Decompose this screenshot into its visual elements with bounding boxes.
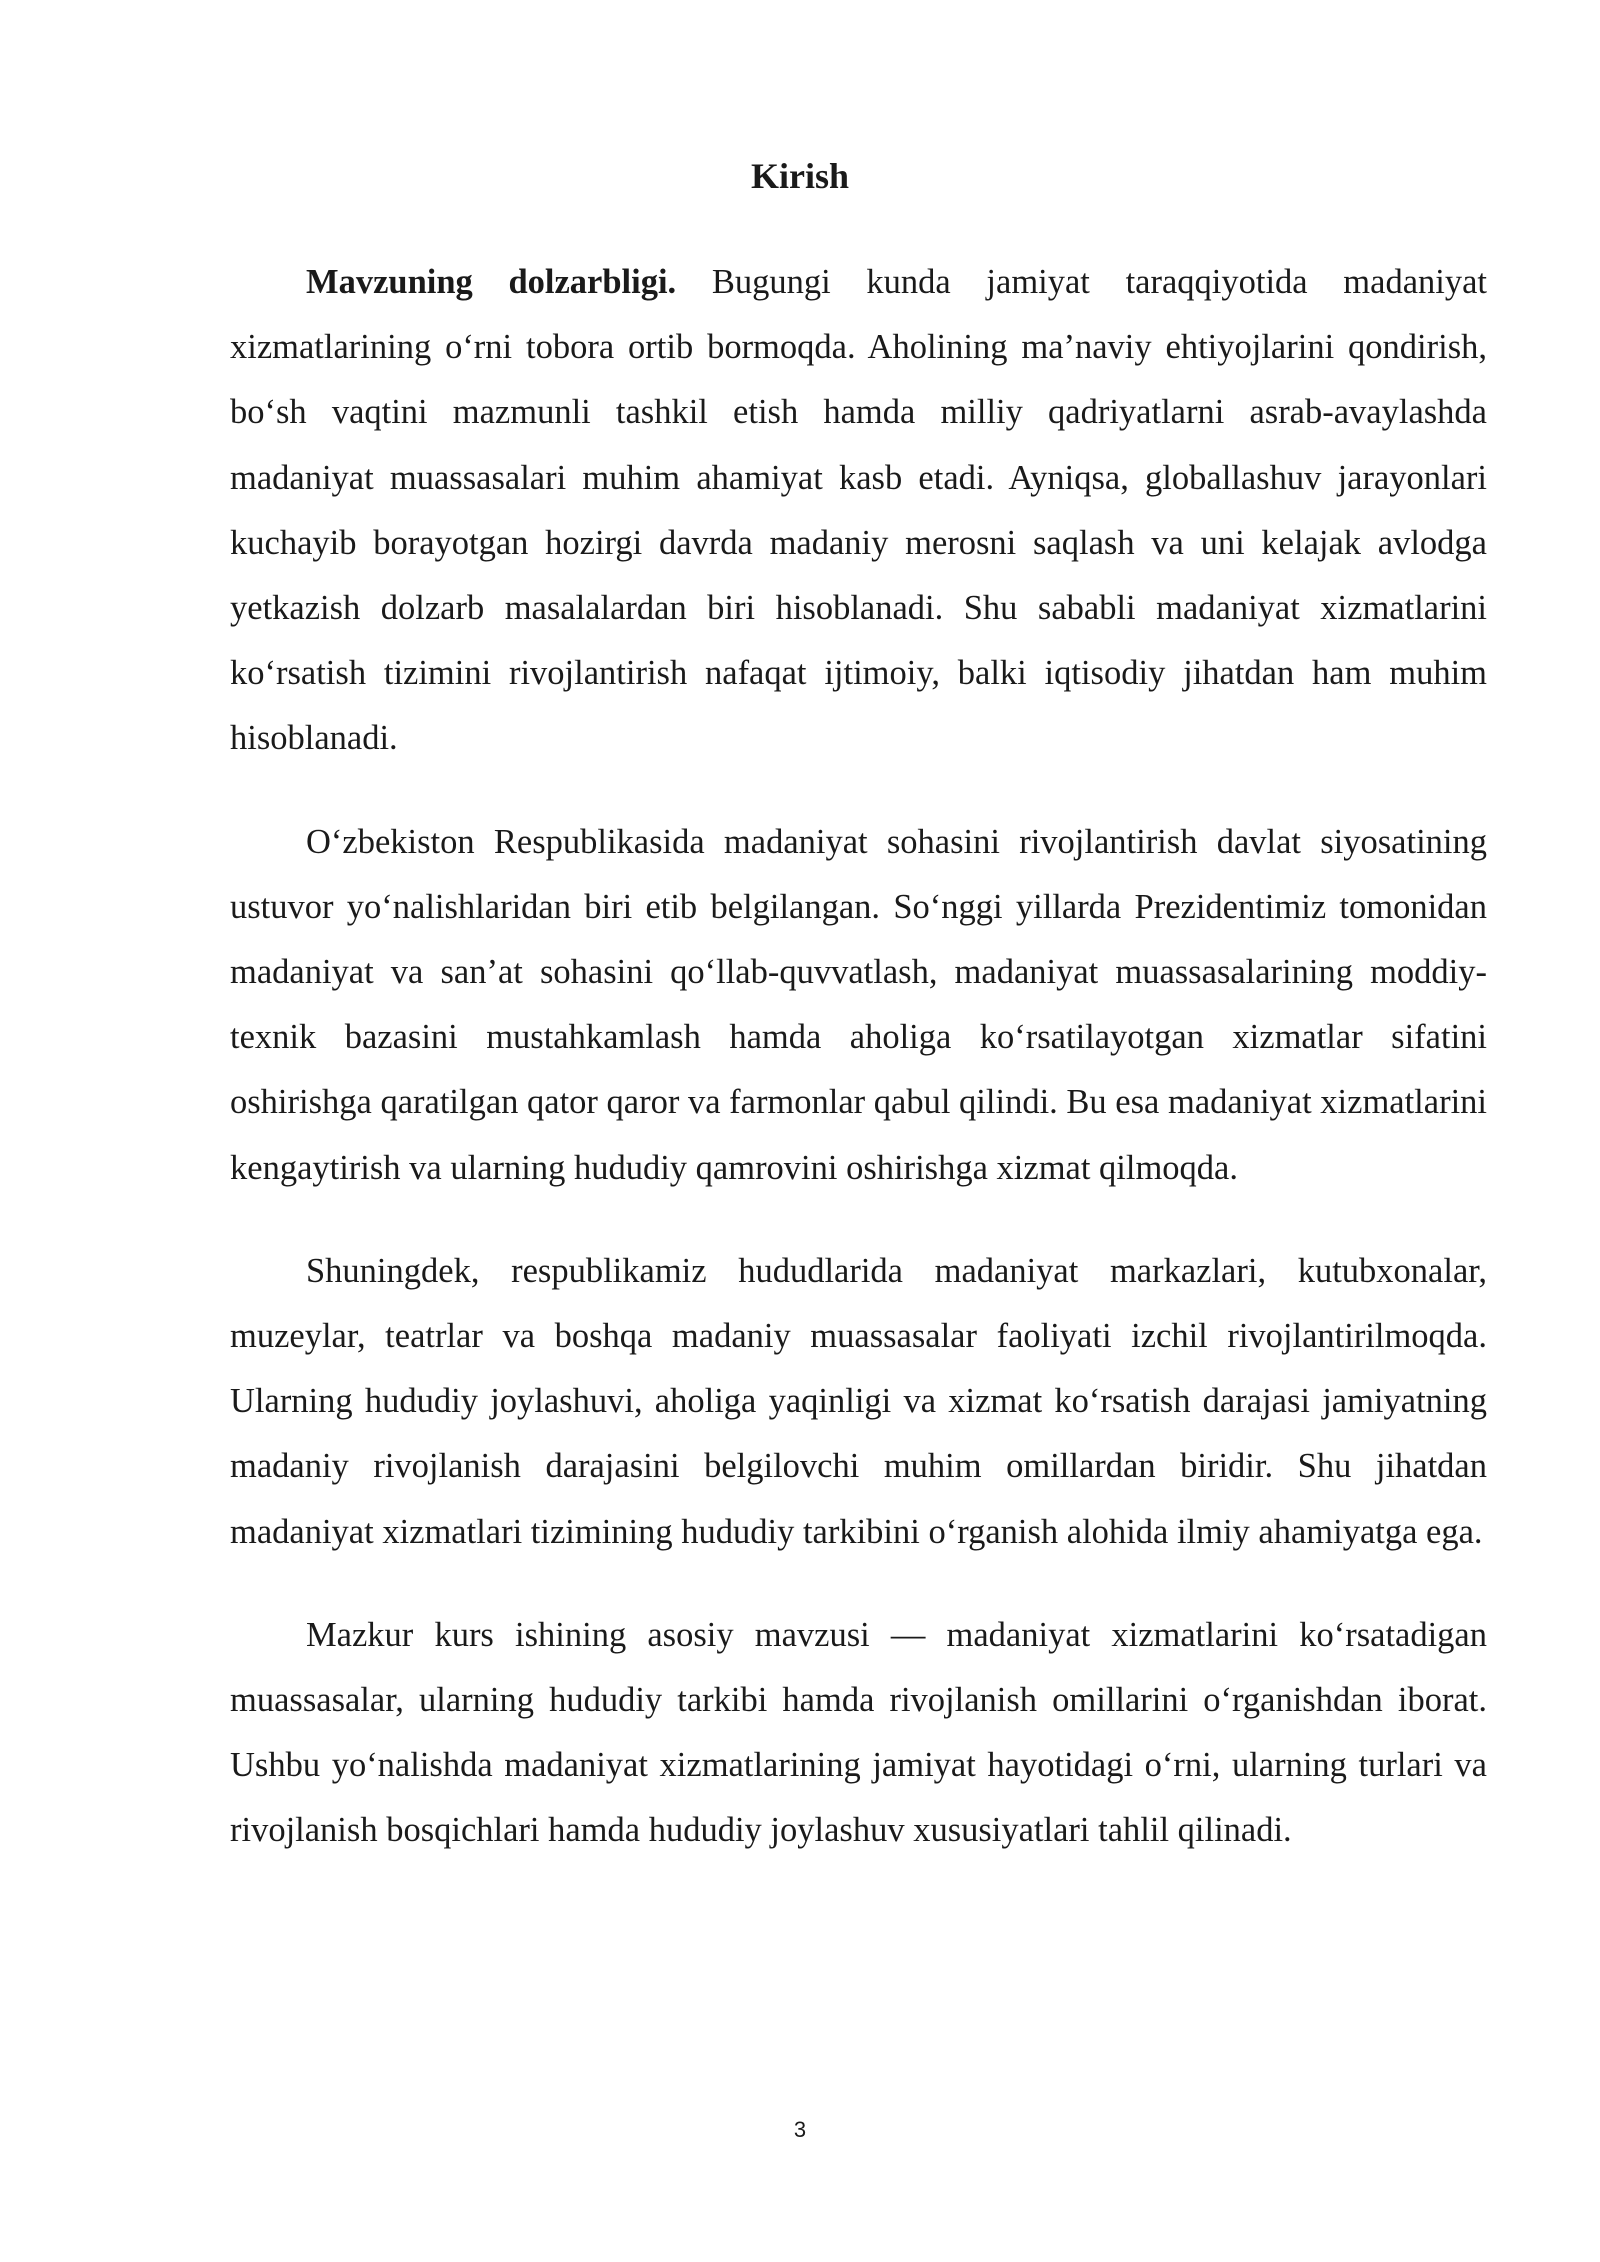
page-number: 3	[793, 2117, 807, 2142]
paragraph-regional-institutions: Shuningdek, respublikamiz hududlarida madaniyat markazlari, kutubxonalar, muzeylar, teatrlar va boshqa madaniy muassasalar faoliyati izchil rivojlantirilmoqda. Ularning hududiy joylashuvi, aholiga yaqinligi va xizmat ko‘rsatish darajasi jamiyatning madaniy rivojlanish darajasini belgilovchi muhim omillardan biridir. Shu jihatdan madaniyat xizmatlari tizimining hududiy tarkibini o‘rganish alohida ilmiy ahamiyatga ega.	[230, 1251, 1487, 1551]
paragraph-text: Bugungi kunda jamiyat taraqqiyotida madaniyat xizmatlarining o‘rni tobora ortib bormoqda. Aholining ma’naviy ehtiyojlarini qondirish, bo‘sh vaqtini mazmunli tashkil etish hamda milliy qadriyatlarni asrab-avaylashda madaniyat muassasalari muhim ahamiyat kasb etadi. Ayniqsa, globallashuv jarayonlari kuchayib borayotgan hozirgi davrda madaniy merosni saqlash va uni kelajak avlodga yetkazish dolzarb masalalardan biri hisoblanadi. Shu sababli madaniyat xizmatlarini ko‘rsatish tizimini rivojlantirish nafaqat ijtimoiy, balki iqtisodiy jihatdan ham muhim hisoblanadi.	[230, 263, 1487, 758]
paragraph-relevance	[230, 250, 1487, 772]
body-text	[230, 250, 1487, 1902]
paragraph-course-topic: Mazkur kurs ishining asosiy mavzusi — madaniyat xizmatlarini ko‘rsatadigan muassasalar, ularning hududiy tarkibi hamda rivojlanish omillarini o‘rganishdan iborat. Ushbu yo‘nalishda madaniyat xizmatlarining jamiyat hayotidagi o‘rni, ularning turlari va rivojlanish bosqichlari hamda hududiy joylashuv xususiyatlari tahlil qilinadi.	[230, 1615, 1487, 1850]
paragraph-lead: Mavzuning dolzarbligi.	[306, 263, 677, 301]
paragraph-state-policy: O‘zbekiston Respublikasida madaniyat sohasini rivojlantirish davlat siyosatining ustuvor yo‘nalishlaridan biri etib belgilangan. So‘nggi yillarda Prezidentimiz tomonidan madaniyat va san’at sohasini qo‘llab-quvvatlash, madaniyat muassasalarining moddiy-texnik bazasini mustahkamlash hamda aholiga ko‘rsatilayotgan xizmatlar sifatini oshirishga qaratilgan qator qaror va farmonlar qabul qilindi. Bu esa madaniyat xizmatlarini kengaytirish va ularning hududiy qamrovini oshirishga xizmat qilmoqda.	[230, 822, 1487, 1187]
section-title: Kirish	[750, 156, 849, 196]
